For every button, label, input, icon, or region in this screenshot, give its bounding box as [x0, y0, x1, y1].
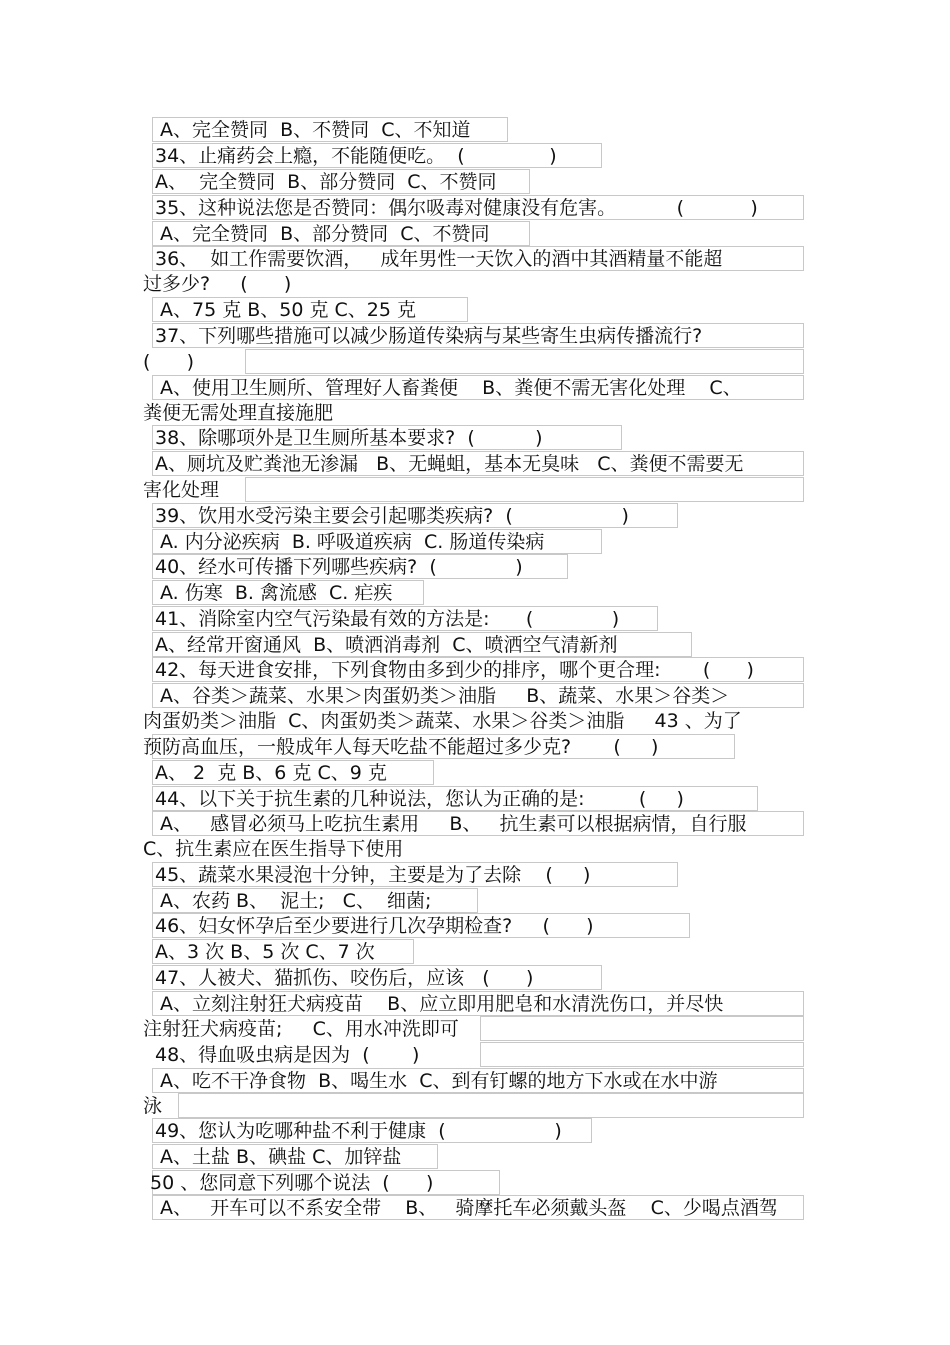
text-line: A、厕坑及贮粪池无渗漏 B、无蝇蛆，基本无臭味 C、粪便不需要无	[155, 453, 744, 475]
text-line: A、吃不干净食物 B、喝生水 C、到有钉螺的地方下水或在水中游	[160, 1070, 718, 1092]
text-line: 42、每天进食安排，下列食物由多到少的排序，哪个更合理: ( )	[155, 659, 754, 681]
text-line: A、 开车可以不系安全带 B、 骑摩托车必须戴头盔 C、少喝点酒驾	[160, 1197, 778, 1219]
text-line: 41、消除室内空气污染最有效的方法是: ( )	[155, 608, 620, 630]
text-line: 注射狂犬病疫苗; C、用水冲洗即可	[143, 1018, 459, 1040]
line-box	[480, 1016, 804, 1041]
text-line: 40、经水可传播下列哪些疾病? ( )	[155, 556, 523, 578]
text-line: ( )	[143, 351, 195, 373]
text-line: A、 完全赞同 B、部分赞同 C、不赞同	[155, 171, 497, 193]
text-line: 48、得血吸虫病是因为 ( )	[155, 1044, 420, 1066]
text-line: 34、止痛药会上瘾，不能随便吃。 ( )	[155, 145, 557, 167]
line-box	[245, 349, 804, 374]
text-line: A、农药 B、 泥土; C、 细菌;	[160, 890, 432, 912]
text-line: 47、人被犬、猫抓伤、咬伤后，应该 ( )	[155, 967, 534, 989]
text-line: 49、您认为吃哪种盐不利于健康 ( )	[155, 1120, 562, 1142]
text-line: A. 内分泌疾病 B. 呼吸道疾病 C. 肠道传染病	[160, 531, 545, 553]
text-line: A、经常开窗通风 B、喷洒消毒剂 C、喷洒空气清新剂	[155, 634, 618, 656]
line-box	[178, 1093, 804, 1118]
text-line: 害化处理	[143, 479, 220, 501]
text-line: 35、这种说法您是否赞同：偶尔吸毒对健康没有危害。 ( )	[155, 197, 758, 219]
text-line: 38、除哪项外是卫生厕所基本要求? ( )	[155, 427, 543, 449]
text-line: 泳	[143, 1095, 163, 1117]
text-line: A、使用卫生厕所、管理好人畜粪便 B、粪便不需无害化处理 C、	[160, 377, 742, 399]
text-line: 过多少? ( )	[143, 273, 292, 295]
text-line: 45、蔬菜水果浸泡十分钟，主要是为了去除 ( )	[155, 864, 591, 886]
text-line: A、谷类＞蔬菜、水果＞肉蛋奶类＞油脂 B、蔬菜、水果＞谷类＞	[160, 685, 730, 707]
text-line: 37、下列哪些措施可以减少肠道传染病与某些寄生虫病传播流行?	[155, 325, 703, 347]
text-line: 预防高血压，一般成年人每天吃盐不能超过多少克? ( )	[143, 736, 659, 758]
text-line: 肉蛋奶类＞油脂 C、肉蛋奶类＞蔬菜、水果＞谷类＞油脂 43 、为了	[143, 710, 742, 732]
text-line: 39、饮用水受污染主要会引起哪类疾病? ( )	[155, 505, 629, 527]
text-line: A、3 次 B、5 次 C、7 次	[155, 941, 375, 963]
text-line: A、 2 克 B、6 克 C、9 克	[155, 762, 387, 784]
text-line: 粪便无需处理直接施肥	[143, 402, 334, 424]
text-line: A、 感冒必须马上吃抗生素用 B、 抗生素可以根据病情，自行服	[160, 813, 747, 835]
text-line: C、抗生素应在医生指导下使用	[143, 838, 404, 860]
text-line: A、完全赞同 B、部分赞同 C、不赞同	[160, 223, 490, 245]
text-line: A、立刻注射狂犬病疫苗 B、应立即用肥皂和水清洗伤口，并尽快	[160, 993, 724, 1015]
text-line: 50 、您同意下列哪个说法 ( )	[150, 1172, 434, 1194]
text-line: 44、以下关于抗生素的几种说法，您认为正确的是: ( )	[155, 788, 684, 810]
text-line: 36、 如工作需要饮酒， 成年男性一天饮入的酒中其酒精量不能超	[155, 248, 723, 270]
text-line: A. 伤寒 B. 禽流感 C. 疟疾	[160, 582, 393, 604]
text-line: 46、妇女怀孕后至少要进行几次孕期检查? ( )	[155, 915, 594, 937]
text-line: A、土盐 B、碘盐 C、加锌盐	[160, 1146, 402, 1168]
text-line: A、完全赞同 B、不赞同 C、不知道	[160, 119, 471, 141]
text-line: A、75 克 B、50 克 C、25 克	[160, 299, 417, 321]
line-box	[245, 477, 804, 502]
line-box	[480, 1042, 804, 1067]
